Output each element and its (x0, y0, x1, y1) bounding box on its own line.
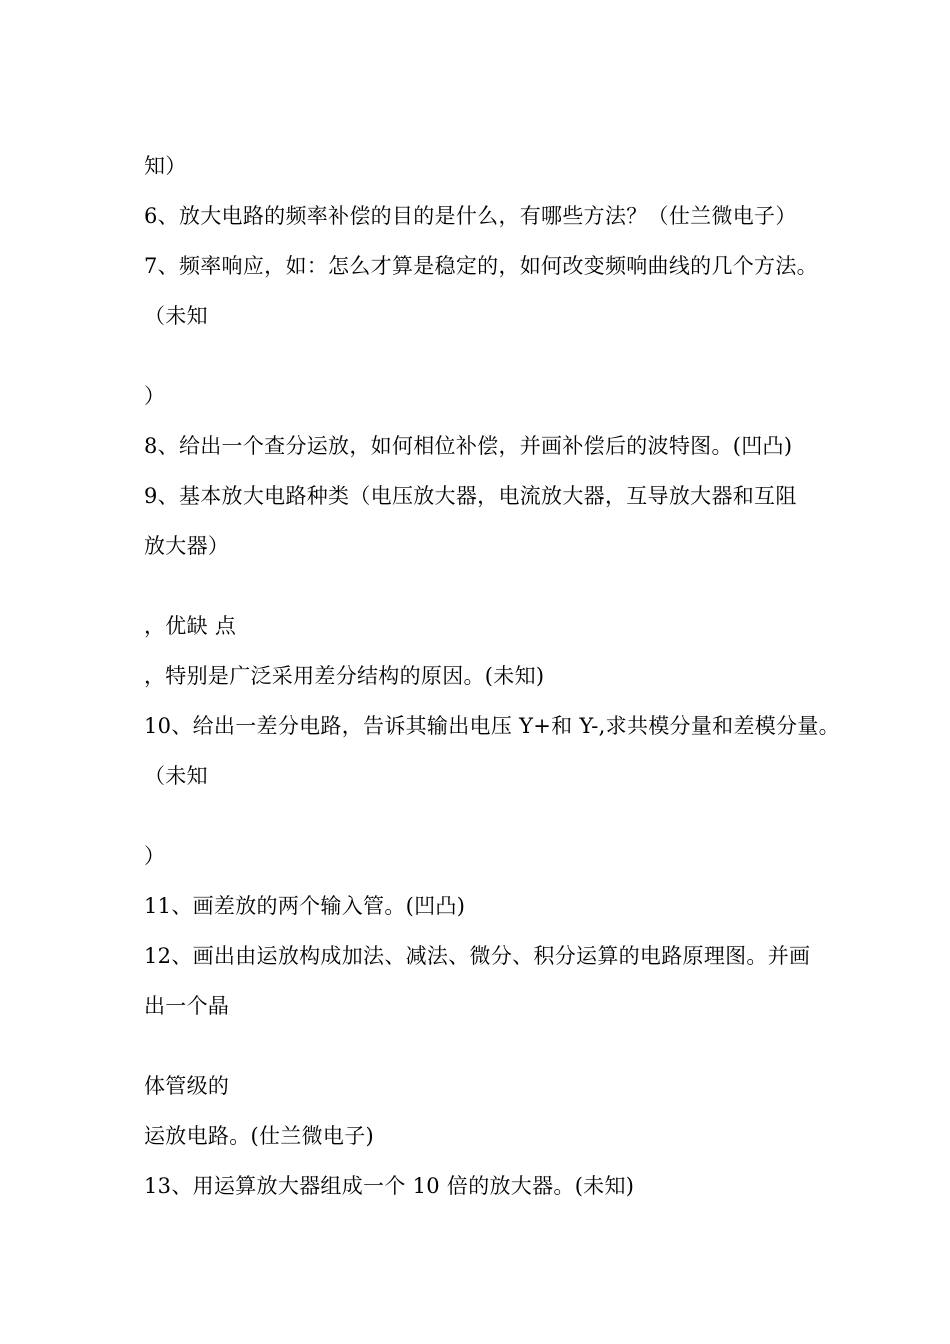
text-line: （未知 (144, 764, 208, 788)
text-line: 放大器） (144, 534, 230, 558)
text-line: 体管级的 (144, 1074, 230, 1098)
text-line: ） (144, 844, 166, 868)
text-line: （未知 (144, 304, 208, 328)
question-7: 7、频率响应，如：怎么才算是稳定的，如何改变频响曲线的几个方法。 (144, 254, 818, 278)
question-6: 6、放大电路的频率补偿的目的是什么，有哪些方法？（仕兰微电子） (144, 204, 797, 228)
question-10: 10、给出一差分电路，告诉其输出电压 Y+和 Y-,求共模分量和差模分量。 (144, 714, 840, 738)
text-line: ，优缺 点 (144, 614, 237, 638)
question-12: 12、画出由运放构成加法、减法、微分、积分运算的电路原理图。并画 (144, 944, 811, 968)
text-line: 知） (144, 154, 187, 178)
text-line: ，特别是广泛采用差分结构的原因。(未知) (144, 664, 545, 688)
text-line: 出一个晶 (144, 994, 230, 1018)
question-11: 11、画差放的两个输入管。(凹凸) (144, 894, 466, 918)
question-8: 8、给出一个查分运放，如何相位补偿，并画补偿后的波特图。(凹凸) (144, 434, 793, 458)
question-13: 13、用运算放大器组成一个 10 倍的放大器。(未知) (144, 1174, 635, 1198)
question-9: 9、基本放大电路种类（电压放大器，电流放大器，互导放大器和互阻 (144, 484, 797, 508)
text-line: 运放电路。(仕兰微电子) (144, 1124, 374, 1148)
text-line: ） (144, 384, 166, 408)
